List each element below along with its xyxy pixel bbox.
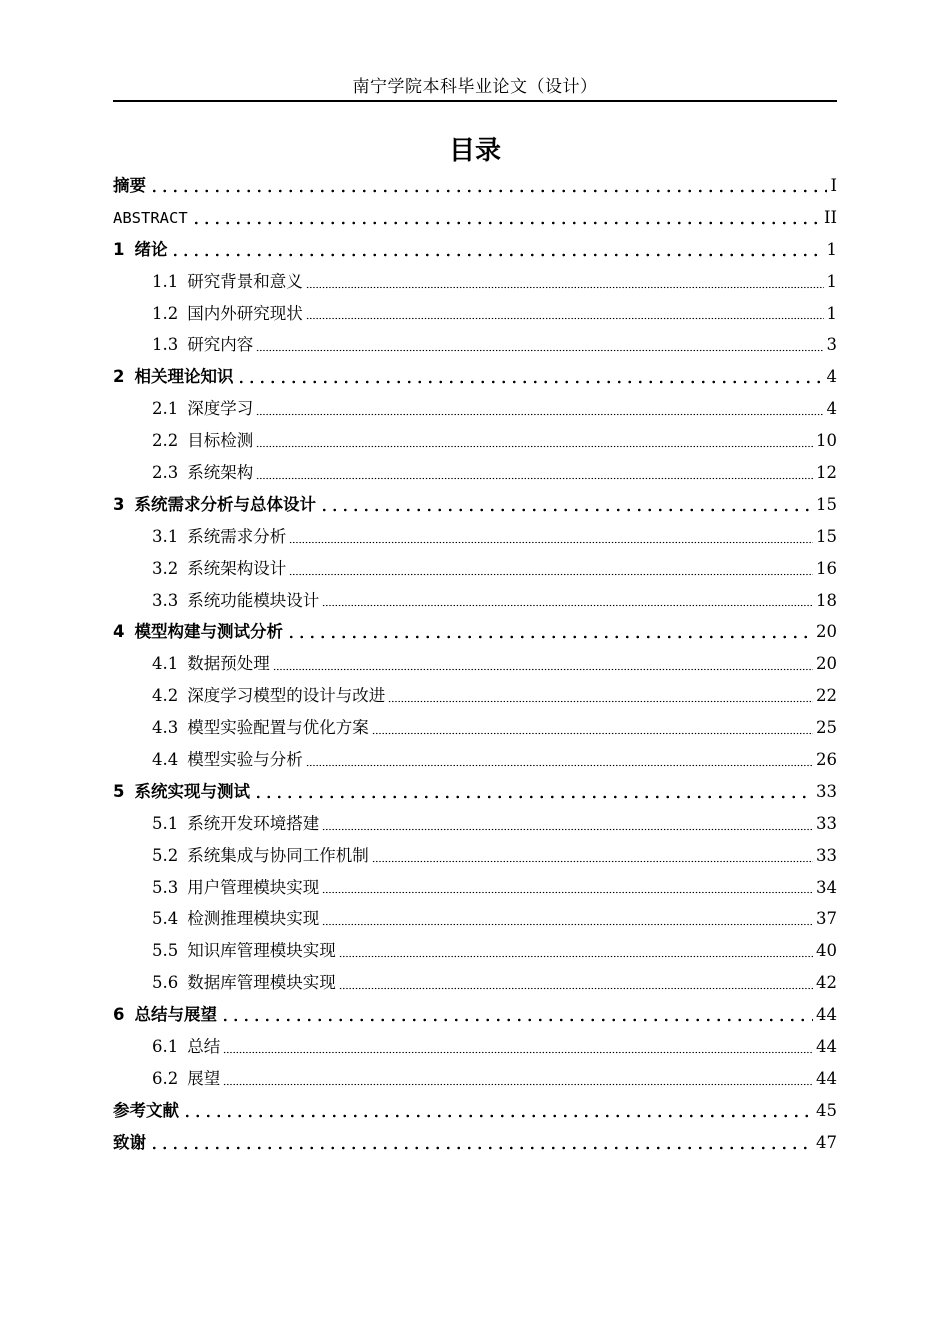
toc-entry-label: 系统需求分析: [187, 526, 287, 546]
toc-entry[interactable]: [113, 393, 837, 425]
toc-entry-number: 4.3: [152, 718, 179, 738]
dot-leader: [149, 1138, 813, 1150]
dot-leader: [273, 659, 813, 671]
dot-leader: [170, 245, 823, 257]
toc-entry-number: 5.1: [152, 813, 179, 833]
dot-leader: [322, 595, 813, 607]
toc-entry-page: 33: [816, 781, 837, 801]
dot-leader: [286, 627, 813, 639]
toc-entry-page: 22: [816, 686, 837, 706]
dot-leader: [339, 978, 813, 990]
dot-leader: [306, 308, 824, 320]
dot-leader: [191, 213, 821, 225]
dot-leader: [289, 564, 813, 576]
dot-leader: [256, 468, 813, 480]
toc-entry-page: 16: [816, 558, 837, 578]
toc-entry-label: 展望: [187, 1068, 221, 1088]
toc-entry-label: 研究内容: [187, 335, 254, 355]
toc-entry-page: 34: [816, 877, 837, 897]
dot-leader: [256, 404, 823, 416]
dot-leader: [256, 436, 813, 448]
toc-entry-page: 1: [826, 239, 837, 259]
toc-entry-number: 1.2: [152, 303, 179, 323]
toc-entry-number: 5.5: [152, 941, 179, 961]
dot-leader: [223, 1074, 813, 1086]
toc-entry-label: 深度学习模型的设计与改进: [187, 686, 386, 706]
toc-entry-page: 37: [816, 909, 837, 929]
dot-leader: [322, 914, 813, 926]
dot-leader: [388, 691, 813, 703]
toc-entry-label: 系统功能模块设计: [187, 590, 320, 610]
toc-entry[interactable]: [113, 234, 837, 266]
toc-entry-label: 模型构建与测试分析: [134, 622, 283, 642]
toc-entry-number: 3.2: [152, 558, 179, 578]
dot-leader: [149, 181, 827, 193]
toc-entry-label: 系统需求分析与总体设计: [134, 494, 316, 514]
toc-entry-label: 用户管理模块实现: [187, 877, 320, 897]
toc-entry-page: 15: [816, 494, 837, 514]
dot-leader: [372, 851, 813, 863]
dot-leader: [322, 882, 813, 894]
toc-entry-page: 40: [816, 941, 837, 961]
toc-entry[interactable]: [113, 680, 837, 712]
toc-entry-label: 系统架构: [187, 463, 254, 483]
toc-entry-number: 5: [113, 781, 125, 801]
toc-entry[interactable]: [113, 521, 837, 553]
toc-entry-label: 系统集成与协同工作机制: [187, 845, 369, 865]
toc-entry[interactable]: [113, 744, 837, 776]
toc-entry-number: 4: [113, 622, 125, 642]
toc-entry-page: II: [823, 207, 837, 227]
dot-leader: [236, 372, 823, 384]
toc-entry-page: 12: [816, 463, 837, 483]
toc-entry-number: 6: [113, 1005, 125, 1025]
toc-entry-label: 模型实验与分析: [187, 750, 303, 770]
dot-leader: [339, 946, 813, 958]
toc-entry[interactable]: [113, 585, 837, 617]
toc-entry-label: 数据库管理模块实现: [187, 973, 336, 993]
toc-entry[interactable]: [113, 872, 837, 904]
dot-leader: [322, 819, 813, 831]
toc-entry[interactable]: [113, 967, 837, 999]
toc-entry-number: 3.1: [152, 526, 179, 546]
toc-entry-label: 参考文献: [113, 1100, 179, 1120]
toc-entry-number: 5.4: [152, 909, 179, 929]
dot-leader: [372, 723, 813, 735]
toc-entry-page: 26: [816, 750, 837, 770]
page-header: 南宁学院本科毕业论文（设计）: [352, 77, 598, 97]
toc-entry-label: 总结与展望: [134, 1005, 217, 1025]
toc-entry[interactable]: [113, 202, 837, 234]
toc-entry-number: 1: [113, 239, 125, 259]
toc-entry-label: 总结: [187, 1037, 221, 1057]
toc-entry-page: 47: [816, 1132, 837, 1152]
toc-entry-page: 44: [816, 1005, 837, 1025]
toc-entry-label: 目标检测: [187, 431, 254, 451]
toc-entry-label: 研究背景和意义: [187, 271, 303, 291]
toc-entry-number: 6.2: [152, 1068, 179, 1088]
toc-entry-page: 4: [826, 399, 837, 419]
toc-entry-label: 绪论: [134, 239, 168, 259]
toc-entry-number: 3.3: [152, 590, 179, 610]
dot-leader: [182, 1106, 813, 1118]
dot-leader: [319, 500, 813, 512]
toc-entry[interactable]: [113, 616, 837, 648]
dot-leader: [253, 787, 813, 799]
toc-entry[interactable]: [113, 489, 837, 521]
toc-entry[interactable]: [113, 776, 837, 808]
toc-entry[interactable]: [113, 999, 837, 1031]
toc-entry-page: 3: [826, 335, 837, 355]
toc-entry-page: 44: [816, 1068, 837, 1088]
toc-entry-page: 33: [816, 845, 837, 865]
toc-entry-number: 6.1: [152, 1037, 179, 1057]
toc-entry-page: 18: [816, 590, 837, 610]
toc-entry-page: 42: [816, 973, 837, 993]
toc-entry-number: 2.1: [152, 399, 179, 419]
toc-entry-page: 25: [816, 718, 837, 738]
toc-entry[interactable]: [113, 298, 837, 330]
toc-entry-label: 摘要: [113, 176, 146, 195]
toc-entry-page: 4: [826, 367, 837, 387]
toc-entry-number: 2: [113, 367, 125, 387]
toc-entry-number: 2.3: [152, 463, 179, 483]
toc-entry-page: I: [830, 176, 837, 195]
toc-entry[interactable]: [113, 425, 837, 457]
dot-leader: [306, 277, 824, 289]
toc-entry-number: 1.1: [152, 271, 179, 291]
toc-entry-number: 5.6: [152, 973, 179, 993]
toc-entry-label: 系统架构设计: [187, 558, 287, 578]
toc-entry[interactable]: [113, 1127, 837, 1159]
toc-entry[interactable]: [113, 361, 837, 393]
table-of-contents: [113, 170, 837, 1159]
toc-entry-number: 5.3: [152, 877, 179, 897]
toc-entry[interactable]: [113, 553, 837, 585]
toc-entry-label: 系统实现与测试: [134, 781, 250, 801]
toc-entry[interactable]: [113, 840, 837, 872]
toc-entry[interactable]: [113, 170, 837, 202]
toc-entry[interactable]: [113, 1095, 837, 1127]
dot-leader: [220, 1010, 813, 1022]
toc-entry-label: 系统开发环境搭建: [187, 813, 320, 833]
toc-entry-label: ABSTRACT: [113, 208, 188, 227]
toc-entry[interactable]: [113, 266, 837, 298]
toc-entry[interactable]: [113, 935, 837, 967]
toc-entry-number: 5.2: [152, 845, 179, 865]
toc-entry-label: 致谢: [113, 1132, 146, 1152]
toc-entry-page: 1: [826, 271, 837, 291]
toc-entry-page: 33: [816, 813, 837, 833]
toc-entry[interactable]: [113, 457, 837, 489]
toc-entry-number: 2.2: [152, 431, 179, 451]
toc-entry-number: 3: [113, 494, 125, 514]
toc-entry[interactable]: [113, 1031, 837, 1063]
toc-entry-page: 20: [816, 622, 837, 642]
toc-entry-page: 15: [816, 526, 837, 546]
toc-entry-page: 44: [816, 1037, 837, 1057]
toc-entry-label: 深度学习: [187, 399, 254, 419]
toc-entry-label: 模型实验配置与优化方案: [187, 718, 369, 738]
toc-entry-label: 检测推理模块实现: [187, 909, 320, 929]
toc-entry[interactable]: [113, 648, 837, 680]
toc-entry-number: 4.4: [152, 750, 179, 770]
page-title: 目录: [448, 136, 501, 166]
toc-entry-label: 相关理论知识: [134, 367, 234, 387]
toc-entry-label: 数据预处理: [187, 654, 270, 674]
toc-entry-page: 1: [826, 303, 837, 323]
toc-entry-label: 国内外研究现状: [187, 303, 303, 323]
dot-leader: [256, 340, 823, 352]
toc-entry-number: 4.1: [152, 654, 179, 674]
toc-entry-page: 45: [816, 1100, 837, 1120]
toc-entry[interactable]: [113, 1063, 837, 1095]
dot-leader: [289, 532, 813, 544]
toc-entry[interactable]: [113, 808, 837, 840]
toc-entry-number: 4.2: [152, 686, 179, 706]
dot-leader: [306, 755, 813, 767]
header-rule: [113, 100, 837, 102]
toc-entry-page: 20: [816, 654, 837, 674]
dot-leader: [223, 1042, 813, 1054]
toc-entry-page: 10: [816, 431, 837, 451]
toc-entry[interactable]: [113, 903, 837, 935]
toc-entry-number: 1.3: [152, 335, 179, 355]
toc-entry[interactable]: [113, 329, 837, 361]
toc-entry[interactable]: [113, 712, 837, 744]
toc-entry-label: 知识库管理模块实现: [187, 941, 336, 961]
